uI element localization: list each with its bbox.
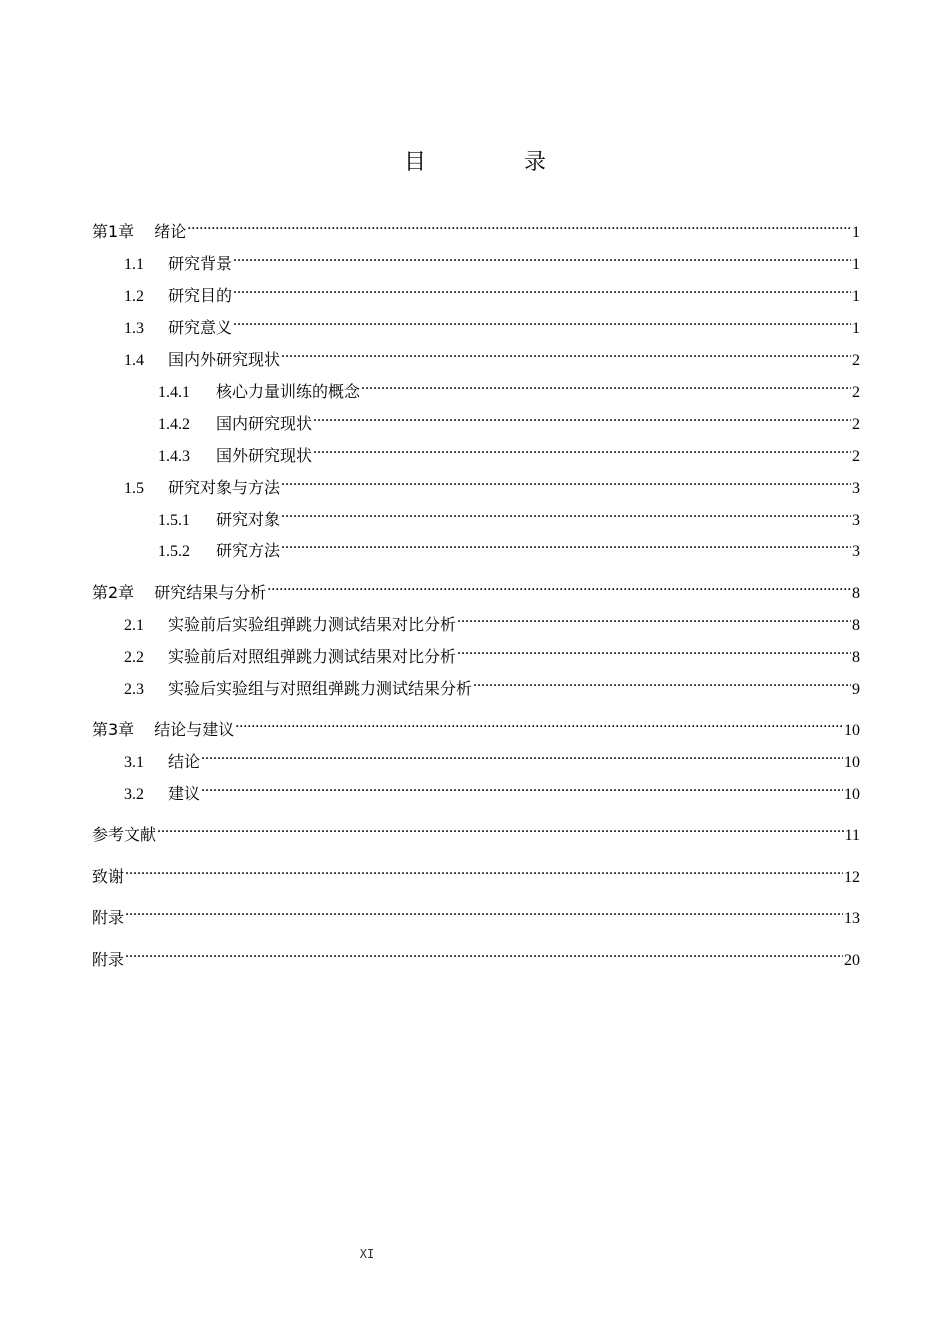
dot-leader [157, 816, 844, 840]
dot-leader [281, 501, 851, 525]
toc-entry-number: 1.5.2 [158, 543, 190, 560]
toc-entry-appendix-1[interactable] [92, 899, 860, 927]
dot-leader [233, 309, 851, 333]
toc-entry-label: 研究对象 [216, 510, 281, 529]
toc-entry-acknowledgements[interactable] [92, 858, 860, 886]
toc-entry-number: 1.5 [124, 480, 144, 497]
dot-leader [201, 775, 843, 799]
toc-entry-1-3[interactable] [124, 309, 860, 337]
toc-entry-label: 国内外研究现状 [168, 350, 281, 369]
toc-entry-number: 1.4 [124, 352, 144, 369]
dot-leader [473, 670, 851, 694]
dot-leader [361, 373, 851, 397]
toc-entry-label: 致谢 [92, 867, 125, 886]
toc-entry-page: 10 [844, 754, 860, 771]
toc-entry-3-2[interactable] [124, 775, 860, 803]
toc-entry-chapter-1[interactable] [92, 213, 860, 241]
toc-entry-number: 第3章 [92, 720, 135, 739]
toc-entry-number: 1.5.1 [158, 512, 190, 529]
dot-leader [267, 574, 851, 598]
dot-leader [457, 638, 851, 662]
toc-entry-number: 1.2 [124, 288, 144, 305]
dot-leader [125, 858, 843, 882]
dot-leader [233, 245, 851, 269]
toc-entry-page: 1 [852, 320, 860, 337]
toc-entry-label: 实验前后实验组弹跳力测试结果对比分析 [168, 615, 457, 634]
toc-entry-label: 参考文献 [92, 825, 157, 844]
toc-entry-number: 2.2 [124, 649, 144, 666]
dot-leader [281, 532, 851, 556]
toc-entry-1-4-2[interactable] [158, 405, 860, 433]
toc-entry-1-5-2[interactable] [158, 532, 860, 560]
toc-entry-1-4-3[interactable] [158, 437, 860, 465]
toc-entry-1-1[interactable] [124, 245, 860, 273]
toc-entry-label: 附录 [92, 950, 125, 969]
toc-entry-number: 1.1 [124, 256, 144, 273]
toc-entry-label: 附录 [92, 908, 125, 927]
toc-entry-page: 2 [852, 416, 860, 433]
toc-entry-2-1[interactable] [124, 606, 860, 634]
toc-entry-page: 3 [852, 480, 860, 497]
dot-leader [125, 899, 843, 923]
dot-leader [201, 743, 843, 767]
toc-entry-page: 8 [852, 649, 860, 666]
toc-entry-page: 13 [844, 910, 860, 927]
toc-entry-label: 研究目的 [168, 286, 233, 305]
toc-entry-1-5[interactable] [124, 469, 860, 497]
toc-entry-label: 研究结果与分析 [154, 583, 267, 602]
toc-entry-1-4[interactable] [124, 341, 860, 369]
page-title: 目 录 [403, 150, 584, 175]
dot-leader [457, 606, 851, 630]
page-number-footer: XI [359, 1247, 375, 1261]
toc-entry-label: 实验后实验组与对照组弹跳力测试结果分析 [168, 679, 473, 698]
dot-leader [187, 213, 851, 237]
dot-leader [233, 277, 851, 301]
toc-entry-number: 1.4.1 [158, 384, 190, 401]
dot-leader [313, 405, 851, 429]
toc-entry-number: 1.3 [124, 320, 144, 337]
toc-entry-number: 1.4.2 [158, 416, 190, 433]
toc-entry-page: 12 [844, 869, 860, 886]
toc-entry-page: 9 [852, 681, 860, 698]
dot-leader [125, 941, 843, 965]
toc-entry-number: 第2章 [92, 583, 135, 602]
toc-entry-page: 2 [852, 352, 860, 369]
toc-entry-page: 8 [852, 585, 860, 602]
toc-entry-number: 2.3 [124, 681, 144, 698]
toc-entry-1-5-1[interactable] [158, 501, 860, 529]
toc-entry-3-1[interactable] [124, 743, 860, 771]
toc-entry-number: 3.2 [124, 786, 144, 803]
toc-entry-label: 研究意义 [168, 318, 233, 337]
toc-entry-label: 研究背景 [168, 254, 233, 273]
toc-entry-chapter-2[interactable] [92, 574, 860, 602]
toc-entry-page: 20 [844, 952, 860, 969]
dot-leader [235, 711, 843, 735]
toc-entry-label: 绪论 [154, 222, 187, 241]
toc-entry-page: 1 [852, 224, 860, 241]
toc-entry-label: 建议 [168, 784, 201, 803]
toc-entry-page: 3 [852, 512, 860, 529]
toc-entry-page: 1 [852, 288, 860, 305]
toc-entry-page: 3 [852, 543, 860, 560]
toc-entry-references[interactable] [92, 816, 860, 844]
dot-leader [281, 469, 851, 493]
toc-entry-label: 核心力量训练的概念 [216, 382, 361, 401]
toc-entry-label: 结论与建议 [154, 720, 235, 739]
toc-entry-label: 研究对象与方法 [168, 478, 281, 497]
toc-entry-page: 11 [844, 827, 860, 844]
toc-entry-label: 结论 [168, 752, 201, 771]
toc-entry-number: 3.1 [124, 754, 144, 771]
toc-entry-2-2[interactable] [124, 638, 860, 666]
toc-entry-label: 国内研究现状 [216, 414, 313, 433]
toc-entry-appendix-2[interactable] [92, 941, 860, 969]
toc-entry-number: 1.4.3 [158, 448, 190, 465]
toc-entry-label: 实验前后对照组弹跳力测试结果对比分析 [168, 647, 457, 666]
toc-entry-page: 2 [852, 448, 860, 465]
toc-entry-2-3[interactable] [124, 670, 860, 698]
toc-entry-number: 第1章 [92, 222, 135, 241]
toc-entry-page: 1 [852, 256, 860, 273]
dot-leader [313, 437, 851, 461]
toc-entry-number: 2.1 [124, 617, 144, 634]
toc-entry-label: 国外研究现状 [216, 446, 313, 465]
toc-entry-1-2[interactable] [124, 277, 860, 305]
toc-entry-page: 10 [844, 722, 860, 739]
toc-entry-1-4-1[interactable] [158, 373, 860, 401]
toc-entry-page: 2 [852, 384, 860, 401]
toc-entry-page: 8 [852, 617, 860, 634]
toc-entry-label: 研究方法 [216, 541, 281, 560]
toc-entry-chapter-3[interactable] [92, 711, 860, 739]
toc-entry-page: 10 [844, 786, 860, 803]
dot-leader [281, 341, 851, 365]
